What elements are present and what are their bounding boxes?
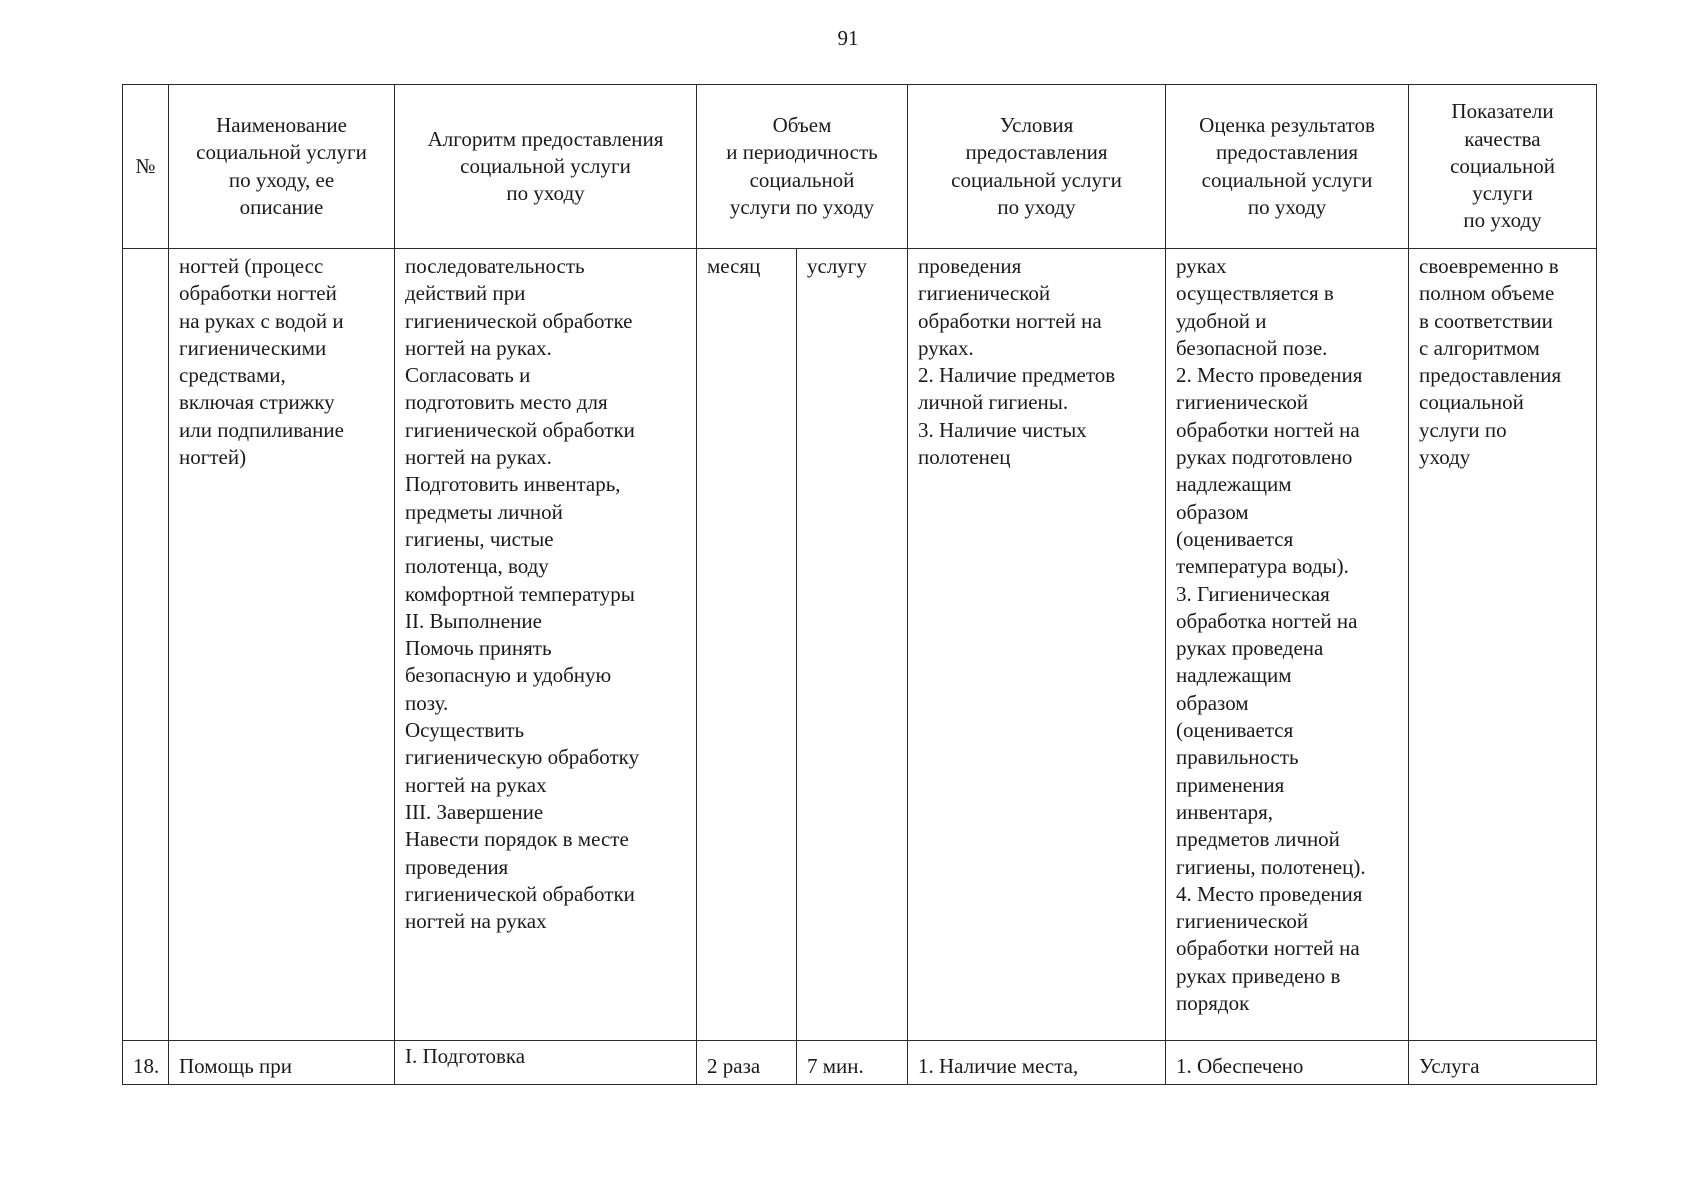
cell-algorithm: последовательность действий при гигиенической обработке ногтей на руках. Согласовать и подготовить место для гигиенической обработки ногтей на руках. Подготовить инвентарь, предметы личной гигиены, чистые полотенца, воду комфортной температуры II. Выполнение Помочь принять безопасную и удобную позу. Осуществить гигиеническую обработку ногтей на руках III. Завершение Навести порядок в месте проведения гигиенической обработки ногтей на руках <box>395 249 697 1041</box>
header-quality: Показатели качества социальной услуги по уходу <box>1409 85 1597 249</box>
cell-name: ногтей (процесс обработки ногтей на руках с водой и гигиеническими средствами, включая стрижку или подпиливание ногтей) <box>169 249 395 1041</box>
cell-volume-period: месяц <box>697 249 797 1041</box>
cell-quality: своевременно в полном объеме в соответствии с алгоритмом предоставления социальной услуги по уходу <box>1409 249 1597 1041</box>
cell-name: Помощь при <box>169 1041 395 1085</box>
cell-num <box>123 249 169 1041</box>
header-evaluation: Оценка результатов предоставления социальной услуги по уходу <box>1166 85 1409 249</box>
cell-conditions: 1. Наличие места, <box>908 1041 1166 1085</box>
table-row <box>123 1041 1597 1085</box>
header-num: № <box>123 85 169 249</box>
cell-volume-period: 2 раза <box>697 1041 797 1085</box>
cell-conditions: проведения гигиенической обработки ногтей на руках. 2. Наличие предметов личной гигиены. 3. Наличие чистых полотенец <box>908 249 1166 1041</box>
cell-algorithm: I. Подготовка <box>395 1041 697 1085</box>
services-table <box>122 84 1597 1085</box>
table-row <box>123 249 1597 1041</box>
header-conditions: Условия предоставления социальной услуги по уходу <box>908 85 1166 249</box>
cell-evaluation: 1. Обеспечено <box>1166 1041 1409 1085</box>
cell-quality: Услуга <box>1409 1041 1597 1085</box>
header-volume: Объем и периодичность социальной услуги по уходу <box>697 85 908 249</box>
cell-evaluation: руках осуществляется в удобной и безопасной позе. 2. Место проведения гигиенической обработки ногтей на руках подготовлено надлежащим образом (оценивается температура воды). 3. Гигиеническая обработка ногтей на руках проведена надлежащим образом (оценивается правильность применения инвентаря, предметов личной гигиены, полотенец). 4. Место проведения гигиенической обработки ногтей на руках приведено в порядок <box>1166 249 1409 1041</box>
page-number: 91 <box>837 26 859 50</box>
cell-volume-unit: 7 мин. <box>797 1041 908 1085</box>
cell-volume-unit: услугу <box>797 249 908 1041</box>
header-row <box>123 85 1597 249</box>
header-name: Наименование социальной услуги по уходу, ее описание <box>169 85 395 249</box>
header-algorithm: Алгоритм предоставления социальной услуги по уходу <box>395 85 697 249</box>
cell-num: 18. <box>123 1041 169 1085</box>
